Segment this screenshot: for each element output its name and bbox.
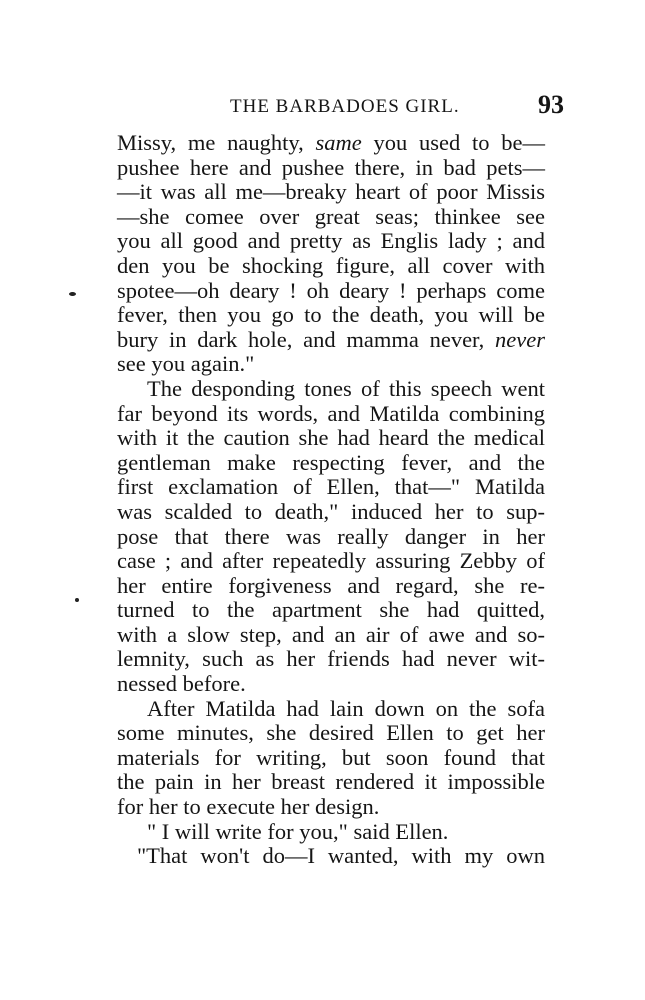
- text-line: —she comee over great seas; thinkee see: [117, 203, 545, 229]
- text-line: with a slow step, and an air of awe and so-: [117, 621, 545, 647]
- text-line: nessed before.: [117, 671, 246, 697]
- text-line: first exclamation of Ellen, that—" Matilda: [117, 474, 545, 500]
- text-line: for her to execute her design.: [117, 794, 380, 820]
- text-line: turned to the apartment she had quitted,: [117, 597, 545, 623]
- page-header: [0, 90, 645, 120]
- text-line: far beyond its words, and Matilda combining: [117, 400, 545, 426]
- text-line: lemnity, such as her friends had never wit-: [117, 646, 545, 672]
- text-line: pushee here and pushee there, in bad pets—: [117, 154, 545, 180]
- text-line: gentleman make respecting fever, and the: [117, 449, 545, 475]
- text-line: with it the caution she had heard the medical: [117, 425, 545, 451]
- text-line: After Matilda had lain down on the sofa: [147, 695, 545, 721]
- text-line: her entire forgiveness and regard, she re-: [117, 572, 545, 598]
- text-line: The desponding tones of this speech went: [147, 375, 545, 401]
- text-line: Missy, me naughty, same you used to be—: [117, 130, 545, 155]
- body-text: [117, 131, 545, 869]
- text-line: " I will write for you," said Ellen.: [147, 818, 449, 844]
- text-line: —it was all me—breaky heart of poor Missis: [117, 179, 545, 205]
- text-line: the pain in her breast rendered it impossible: [117, 769, 545, 795]
- ink-speck: [75, 598, 79, 602]
- text-line: pose that there was really danger in her: [117, 523, 545, 549]
- text-line: spotee—oh deary ! oh deary ! perhaps come: [117, 277, 545, 303]
- text-line: materials for writing, but soon found that: [117, 744, 545, 770]
- text-line: case ; and after repeatedly assuring Zebby of: [117, 548, 545, 574]
- ink-speck: [69, 292, 76, 296]
- page-number: 93: [538, 90, 564, 119]
- italic-word: same: [315, 130, 362, 155]
- text-line: bury in dark hole, and mamma never, never: [117, 326, 545, 352]
- text-line: "That won't do—I wanted, with my own: [137, 843, 545, 869]
- text-line: some minutes, she desired Ellen to get her: [117, 720, 545, 746]
- text-line: see you again.": [117, 351, 255, 377]
- italic-word: never: [495, 326, 545, 352]
- text-line: was scalded to death," induced her to sup-: [117, 498, 545, 524]
- text-line: fever, then you go to the death, you will be: [117, 302, 545, 328]
- text-line: den you be shocking figure, all cover with: [117, 252, 545, 278]
- text-line: you all good and pretty as Englis lady ; and: [117, 228, 545, 254]
- running-title: THE BARBADOES GIRL.: [230, 96, 460, 117]
